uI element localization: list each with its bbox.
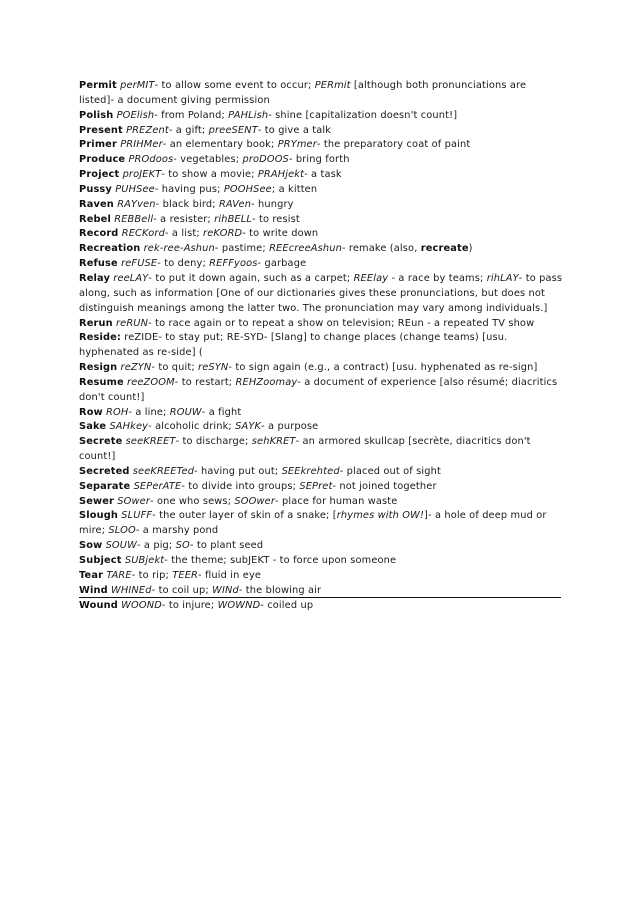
definition-text: - from Poland;	[154, 109, 229, 121]
definition-text: - to pass along, such as information [One of our dictionaries gives these pronunciations, but does not distinguish meanings among the latter two. The pronunciation may vary among individuals.]	[79, 272, 563, 314]
pronunciation: SAHkey	[109, 421, 149, 433]
definition-text: - the outer layer of skin of a snake; [	[152, 510, 337, 522]
pronunciation: rihBELL	[214, 213, 252, 225]
pronunciation: TARE	[106, 569, 132, 581]
entry-relay	[79, 272, 563, 317]
pronunciation: reeZOOM	[127, 376, 175, 388]
headword: Present	[79, 124, 123, 136]
definition-text: - coiled up	[260, 599, 314, 611]
pronunciation: REHZoomay	[235, 376, 298, 388]
pronunciation: REBBell	[114, 213, 154, 225]
pronunciation: sehKRET	[251, 436, 296, 448]
entry-primer	[79, 138, 563, 153]
headword: Secreted	[79, 465, 130, 477]
pronunciation: REElay	[353, 272, 389, 284]
headword: Permit	[79, 80, 117, 91]
headword: Subject	[79, 555, 122, 566]
definition-text: - an elementary book;	[162, 139, 278, 151]
definition-text: - to write down	[242, 228, 319, 240]
headword: Raven	[79, 198, 114, 210]
headword: Wind	[79, 584, 108, 596]
pronunciation: seeKREETed	[132, 465, 195, 477]
definition-text: - a list;	[164, 228, 204, 240]
headword: Relay	[79, 272, 110, 284]
definition-text: - to sign again (e.g., a contract) [usu. hyphenated as re-sign]	[228, 362, 538, 374]
pronunciation: reKORD	[203, 228, 243, 240]
pronunciation: SOOwer	[234, 495, 275, 507]
entry-record	[79, 227, 563, 242]
pronunciation: reFUSE	[121, 258, 158, 270]
definition-text: - black bird;	[155, 198, 219, 210]
pronunciation: PRAHjekt	[257, 169, 305, 181]
definition-text: - a pig;	[136, 540, 176, 552]
entry-permit	[79, 79, 563, 109]
definition-text: - to divide into groups;	[181, 480, 300, 492]
entry-present	[79, 124, 563, 139]
headword: Rerun	[79, 317, 113, 329]
entry-produce	[79, 153, 563, 168]
pronunciation: ROH	[106, 406, 129, 418]
entry-secrete	[79, 435, 563, 465]
headword: Produce	[79, 154, 126, 166]
definition-text: - pastime;	[214, 243, 270, 255]
definition-text: - remake (also,	[341, 243, 421, 255]
headword: Row	[79, 406, 103, 418]
pronunciation: SAYK	[235, 421, 262, 433]
pronunciation: WOWND	[217, 599, 261, 611]
definition-text: - not joined together	[332, 480, 437, 492]
pronunciation: reRUN	[116, 317, 149, 329]
definition-text: - to give a talk	[257, 124, 332, 136]
pronunciation: SEPret	[299, 480, 333, 492]
definition-text: - having pus;	[154, 183, 224, 195]
headword: Primer	[79, 139, 117, 151]
definition-text: - the theme; subJEKT - to force upon someone	[164, 555, 397, 566]
pronunciation: PERmit	[314, 80, 351, 91]
definition-text: - to quit;	[151, 362, 199, 374]
pronunciation: RECKord	[121, 228, 165, 240]
pronunciation: PRIHMer	[120, 139, 163, 151]
entry-subject	[79, 554, 563, 569]
pronunciation: WOOND	[121, 599, 162, 611]
headword: Sake	[79, 421, 107, 433]
definition-text: - one who sews;	[150, 495, 235, 507]
entry-separate	[79, 480, 563, 495]
headword: Tear	[79, 569, 104, 581]
pronunciation: WINd	[212, 584, 239, 596]
definition-text: - a document of experience [also résumé; diacritics don't count!]	[79, 376, 558, 403]
headword: Recreation	[79, 243, 141, 255]
entry-secreted	[79, 465, 563, 480]
entry-pussy	[79, 183, 563, 198]
pronunciation: PROdoos	[128, 154, 174, 166]
headword: Rebel	[79, 213, 111, 225]
definition-text: - shine [capitalization doesn't count!]	[268, 109, 458, 121]
entry-wound	[79, 599, 563, 614]
definition-text: - to rip;	[131, 569, 173, 581]
entry-reside	[79, 331, 563, 361]
pronunciation: proDOOS	[242, 154, 289, 166]
entry-sake	[79, 420, 563, 435]
pronunciation: RAVen	[218, 198, 252, 210]
pronunciation: ROUW	[169, 406, 202, 418]
definition-text: - hungry	[251, 198, 294, 210]
definition-text: - a task	[304, 169, 342, 181]
headword: Sow	[79, 540, 103, 552]
definition-text: - placed out of sight	[339, 465, 441, 477]
pronunciation: RAYven	[117, 198, 156, 210]
definition-text: - to plant seed	[189, 540, 264, 552]
definition-text: - bring forth	[288, 154, 350, 166]
definition-text: reZIDE- to stay put; RE-SYD- [Slang] to change places (change teams) [usu. hyphenated as re-side] (	[79, 332, 508, 359]
pronunciation: POElish	[116, 109, 155, 121]
pronunciation: proJEKT	[122, 169, 162, 181]
pronunciation: WHINEd	[111, 584, 152, 596]
definition-text: - to show a movie;	[161, 169, 258, 181]
definition-text: - a marshy pond	[135, 525, 219, 537]
pronunciation: rek-ree-Ashun	[143, 243, 215, 255]
pronunciation: perMIT	[120, 80, 155, 91]
pronunciation: PREZent	[126, 124, 169, 136]
definition-text: - a line;	[128, 406, 170, 418]
entry-resume	[79, 376, 563, 406]
pronunciation: seeKREET	[125, 436, 176, 448]
pronunciation: PUHSee	[115, 183, 155, 195]
definition-text: - to injure;	[161, 599, 218, 611]
headword: Slough	[79, 510, 119, 522]
entry-rebel	[79, 213, 563, 228]
headword: Record	[79, 228, 119, 240]
headword: Secrete	[79, 436, 123, 448]
pronunciation: SO	[175, 540, 190, 552]
pronunciation: SLUFF	[121, 510, 153, 522]
headword: Sewer	[79, 495, 114, 507]
entry-resign	[79, 361, 563, 376]
definition-text: - fluid in eye	[198, 569, 262, 581]
headword: Resign	[79, 362, 118, 374]
pronunciation: preeSENT	[208, 124, 258, 136]
headword: Refuse	[79, 258, 118, 270]
bold-term: recreate	[420, 243, 469, 255]
definition-text: - to restart;	[174, 376, 236, 388]
entry-refuse	[79, 257, 563, 272]
entry-raven	[79, 198, 563, 213]
headword: Reside:	[79, 332, 122, 344]
definition-text: - a race by teams;	[388, 272, 487, 284]
entry-recreation	[79, 242, 563, 257]
pronunciation: SOUW	[105, 540, 137, 552]
horizontal-rule	[79, 597, 561, 598]
pronunciation: POOHSee	[223, 183, 272, 195]
entry-tear	[79, 569, 563, 584]
definition-text: - vegetables;	[173, 154, 243, 166]
entry-slough	[79, 509, 563, 539]
definition-text: )	[468, 243, 473, 255]
pronunciation: SLOO	[108, 525, 136, 537]
entry-project	[79, 168, 563, 183]
pronunciation: REEcreeAshun	[269, 243, 342, 255]
entry-row	[79, 406, 563, 421]
definition-text: - the blowing air	[238, 584, 322, 596]
pronunciation: SEPerATE	[133, 480, 182, 492]
definition-text: - alcoholic drink;	[148, 421, 236, 433]
pronunciation: SEEkrehted	[281, 465, 340, 477]
pronunciation: PAHLish	[228, 109, 269, 121]
definition-text: ; a kitten	[271, 183, 318, 195]
definition-text: - to discharge;	[175, 436, 252, 448]
entry-rerun	[79, 317, 563, 332]
word-list	[79, 79, 563, 613]
definition-text: ]- a hole of deep mud or mire;	[79, 510, 547, 537]
definition-text: - having put out;	[194, 465, 282, 477]
definition-text: - to allow some event to occur;	[154, 80, 315, 91]
pronunciation: rhymes with OW!	[336, 510, 425, 522]
pronunciation: reSYN	[198, 362, 229, 374]
definition-text: - a purpose	[261, 421, 319, 433]
headword: Resume	[79, 376, 124, 388]
definition-text: - a fight	[201, 406, 242, 418]
definition-text: [although both pronunciations are listed]- a document giving permission	[79, 80, 527, 106]
definition-text: - an armored skullcap [secrète, diacritics don't count!]	[79, 436, 531, 463]
headword: Separate	[79, 480, 131, 492]
pronunciation: REFFyoos	[209, 258, 258, 270]
definition-text: - to race again or to repeat a show on television; REun - a repeated TV show	[148, 317, 535, 329]
headword: Wound	[79, 599, 118, 611]
headword: Pussy	[79, 183, 112, 195]
definition-text: - to resist	[252, 213, 300, 225]
definition-text: - a gift;	[168, 124, 209, 136]
pronunciation: reZYN	[120, 362, 152, 374]
entry-sow	[79, 539, 563, 554]
headword: Project	[79, 169, 120, 181]
entry-sewer	[79, 495, 563, 510]
entry-polish	[79, 109, 563, 124]
definition-text: - to deny;	[157, 258, 210, 270]
pronunciation: TEER	[172, 569, 198, 581]
definition-text: - a resister;	[153, 213, 215, 225]
pronunciation: PRYmer	[277, 139, 317, 151]
definition-text: - place for human waste	[275, 495, 398, 507]
pronunciation: reeLAY	[113, 272, 149, 284]
definition-text: - to put it down again, such as a carpet;	[148, 272, 354, 284]
definition-text: - to coil up;	[151, 584, 213, 596]
definition-text: - the preparatory coat of paint	[316, 139, 471, 151]
headword: Polish	[79, 109, 114, 121]
pronunciation: SOwer	[117, 495, 150, 507]
pronunciation: rihLAY	[486, 272, 519, 284]
pronunciation: SUBjekt	[124, 555, 165, 566]
definition-text: - garbage	[257, 258, 307, 270]
